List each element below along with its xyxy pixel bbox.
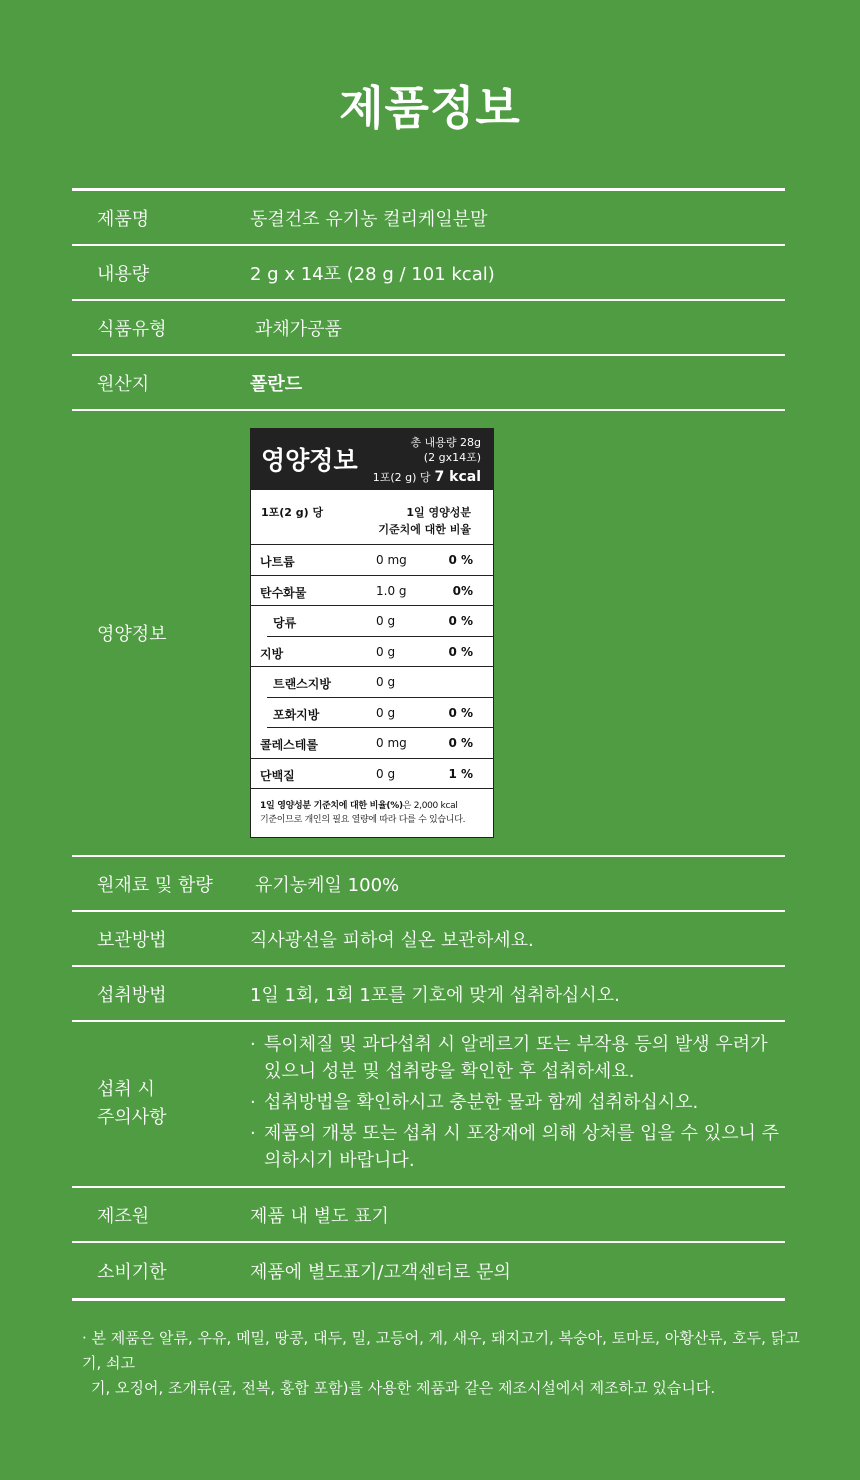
nutrient-name: 지방 [260, 646, 284, 661]
nutrition-label [250, 428, 494, 838]
nutrition-row [251, 637, 493, 668]
nutrition-row [267, 606, 493, 637]
caution-list [250, 1031, 785, 1174]
nutrition-total [411, 435, 481, 465]
total-line1: 총 내용량 28g [410, 436, 481, 449]
product-info-table [72, 188, 785, 1301]
row-label: 원산지 [97, 373, 150, 395]
nutrition-title: 영양정보 [261, 446, 358, 475]
nutrition-cell [250, 428, 785, 838]
nutrient-amount: 0 g [376, 644, 396, 659]
nutrient-name: 트랜스지방 [273, 677, 331, 691]
row-label: 보관방법 [97, 929, 167, 951]
row-value: 과채가공품 [255, 318, 342, 340]
row-product-name [72, 191, 785, 246]
nutrient-percent: 0 % [448, 736, 473, 750]
row-label: 내용량 [97, 263, 150, 285]
nutrient-name: 포화지방 [273, 707, 320, 722]
row-origin [72, 356, 785, 411]
caution-item: · 섭취방법을 확인하시고 충분한 물과 함께 섭취하십시오. [250, 1089, 785, 1116]
nutrition-row [251, 728, 493, 759]
row-label: 식품유형 [97, 318, 167, 340]
allergen-note-line: · 본 제품은 알류, 우유, 메밀, 땅콩, 대두, 밀, 고등어, 게, 새우, 돼지고기, 복숭아, 토마토, 아황산류, 호두, 닭고기, 쇠고 [82, 1329, 800, 1372]
page-title: 제품정보 [339, 81, 521, 135]
caution-item: · 특이체질 및 과다섭취 시 알레르기 또는 부작용 등의 발생 우려가 있으니 성분 및 섭취량을 확인한 후 섭취하세요. [250, 1031, 785, 1085]
row-value: 제품에 별도표기/고객센터로 문의 [250, 1261, 511, 1283]
nutrition-header [251, 429, 493, 490]
serving-text: 1포(2 g) 당 [372, 471, 431, 484]
nutrient-percent: 0% [452, 583, 473, 598]
daily-ratio-text [378, 504, 471, 538]
nutrient-amount: 0 mg [376, 736, 407, 750]
nutrient-name: 단백질 [260, 768, 295, 783]
nutrient-percent: 1 % [448, 766, 473, 781]
row-caution [72, 1022, 785, 1188]
row-ingredients [72, 857, 785, 912]
total-line2: (2 gx14포) [423, 451, 481, 464]
row-value: 1일 1회, 1회 1포를 기호에 맞게 섭취하십시오. [250, 984, 620, 1006]
nutrition-row [267, 698, 493, 729]
row-label: 섭취 시 주의사항 [97, 1079, 167, 1128]
nutrition-serving [373, 469, 481, 485]
nutrient-name: 당류 [273, 616, 297, 630]
row-nutrition [72, 411, 785, 857]
row-value [250, 1031, 785, 1178]
nutrition-row [251, 545, 493, 576]
nutrition-footnote [260, 799, 465, 827]
nutrient-amount: 1.0 g [376, 583, 407, 598]
nutrient-amount: 0 g [376, 675, 396, 689]
row-label: 제조원 [97, 1205, 150, 1227]
row-storage [72, 912, 785, 967]
nutrient-amount: 0 g [376, 705, 396, 720]
row-value: 폴란드 [250, 373, 303, 395]
row-label: 원재료 및 함량 [97, 874, 213, 896]
nutrition-row [251, 576, 493, 607]
per-unit-text: 1포(2 g) 당 [261, 506, 324, 519]
row-label: 영양정보 [97, 624, 167, 645]
nutrient-name: 나트륨 [260, 555, 295, 569]
row-value: 2 g x 14포 (28 g / 101 kcal) [250, 263, 495, 285]
row-label: 제품명 [97, 208, 150, 230]
nutrient-name: 콜레스테롤 [260, 738, 318, 752]
nutrient-amount: 0 mg [376, 553, 407, 567]
caution-item: · 제품의 개봉 또는 섭취 시 포장재에 의해 상처를 입을 수 있으니 주의하시기 바랍니다. [250, 1120, 785, 1174]
row-expiry [72, 1243, 785, 1298]
row-food-type [72, 301, 785, 356]
row-value: 직사광선을 피하여 실온 보관하세요. [250, 929, 534, 951]
row-label: 소비기한 [97, 1261, 167, 1283]
nutrition-row [251, 759, 493, 790]
daily-line1: 1일 영양성분 [406, 506, 471, 519]
allergen-note [82, 1326, 802, 1401]
row-value: 제품 내 별도 표기 [250, 1205, 389, 1227]
daily-line2: 기준치에 대한 비율 [378, 523, 471, 536]
nutrient-amount: 0 g [376, 766, 396, 781]
row-manufacturer [72, 1188, 785, 1243]
allergen-note-line: 기, 오징어, 조개류(굴, 전복, 홍합 포함)를 사용한 제품과 같은 제조시설에서 제조하고 있습니다. [91, 1379, 716, 1397]
nutrient-percent: 0 % [448, 614, 473, 628]
nutrition-subheader [251, 490, 493, 545]
kcal-text: 7 kcal [434, 469, 481, 485]
row-value: 동결건조 유기농 컬리케일분말 [250, 208, 488, 230]
nutrition-row [267, 667, 493, 698]
row-value: 유기농케일 100% [255, 874, 400, 896]
nutrient-percent: 0 % [448, 644, 473, 659]
footnote-rest: 은 2,000 kcal [402, 801, 458, 811]
nutrient-name: 탄수화물 [260, 585, 307, 600]
nutrient-amount: 0 g [376, 614, 396, 628]
nutrient-percent: 0 % [448, 705, 473, 720]
footnote-bold: 1일 영양성분 기준치에 대한 비율(%) [260, 801, 403, 811]
row-content [72, 246, 785, 301]
row-label: 섭취방법 [97, 984, 167, 1006]
row-intake [72, 967, 785, 1022]
nutrition-rows [251, 545, 493, 789]
footnote-line2: 기준이므로 개인의 필요 열량에 따라 다를 수 있습니다. [260, 815, 466, 825]
nutrient-percent: 0 % [448, 553, 473, 567]
